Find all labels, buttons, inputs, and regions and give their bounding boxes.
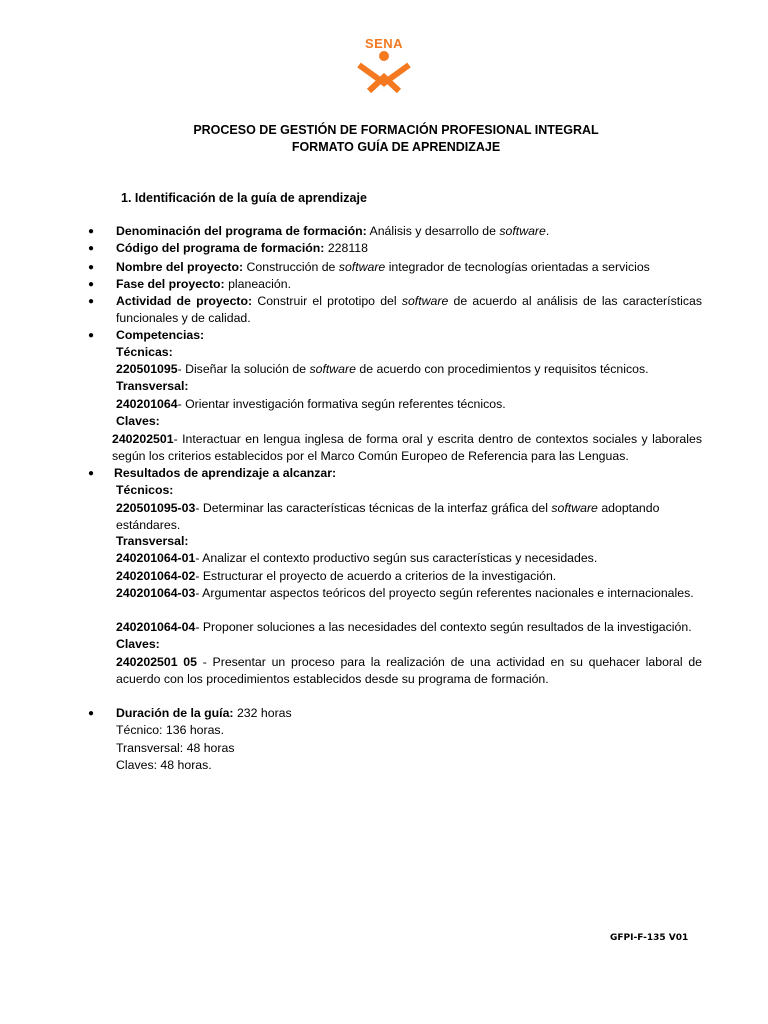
competencies-keys-label: Claves: <box>116 414 160 428</box>
code-label: Código del programa de formación: <box>116 241 325 255</box>
activity-label: Actividad de proyecto: <box>116 294 253 308</box>
program-code <box>116 240 702 257</box>
activity-value-a: Construir el prototipo del <box>257 294 397 308</box>
bullet-icon: ● <box>88 262 95 273</box>
document-subtitle: FORMATO GUÍA DE APRENDIZAJE <box>291 140 501 154</box>
competency-transversal: 240201064- Orientar investigación formativa según referentes técnicos. <box>116 397 506 411</box>
bullet-icon: ● <box>88 226 95 237</box>
activity-value-b: de acuerdo al análisis de las características funcionales y de calidad. <box>116 294 703 325</box>
program-label: Denominación del programa de formación: <box>116 224 367 238</box>
bullet-icon: ● <box>88 708 95 719</box>
competencies-transversal-label: Transversal: <box>116 379 189 393</box>
bullet-icon: ● <box>88 243 95 254</box>
result-keys-1: 240202501 05 - Presentar un proceso para la realización de una actividad en su quehacer laboral de acuerdo con los procedimientos establecidos desde su programa de formación. <box>116 655 702 686</box>
project-name <box>116 259 702 276</box>
code-value: 228118 <box>327 241 368 255</box>
result-transversal-1: 240201064-01- Analizar el contexto productivo según sus características y necesidades. <box>116 551 598 565</box>
project-phase <box>116 276 702 293</box>
project-value-italic: software <box>338 260 386 274</box>
duration-keys: Claves: 48 horas. <box>116 758 212 772</box>
competency-transversal-code: 240201064 <box>116 397 178 411</box>
bullet-icon: ● <box>88 330 95 341</box>
results-transversal-label: Transversal: <box>116 534 189 548</box>
sena-logo <box>355 36 413 92</box>
program-value-end: . <box>545 224 550 238</box>
activity-value-italic: software <box>401 294 449 308</box>
project-value-a: Construcción de <box>246 260 336 274</box>
bullet-icon: ● <box>88 468 95 479</box>
duration-label: Duración de la guía: <box>116 706 234 720</box>
program-value: Análisis y desarrollo de <box>369 224 496 238</box>
sena-figure-icon <box>355 49 413 93</box>
bullet-icon: ● <box>88 296 95 307</box>
project-label: Nombre del proyecto: <box>116 260 244 274</box>
project-activity <box>116 293 702 327</box>
project-value-b: integrador de tecnologías orientadas a servicios <box>388 260 650 274</box>
phase-label: Fase del proyecto: <box>116 277 225 291</box>
competencies-technical-label: Técnicas: <box>116 345 173 359</box>
competency-technical-code: 220501095 <box>116 362 178 376</box>
competency-technical: 220501095- Diseñar la solución de software de acuerdo con procedimientos y requisitos técnicos. <box>116 362 649 376</box>
document-title: PROCESO DE GESTIÓN DE FORMACIÓN PROFESIONAL INTEGRAL <box>193 123 599 137</box>
results-keys-label: Claves: <box>116 637 160 651</box>
logo-text: SENA <box>364 36 404 51</box>
duration-technical: Técnico: 136 horas. <box>116 723 225 737</box>
result-transversal-4: 240201064-04- Proponer soluciones a las necesidades del contexto según resultados de la investigación. <box>116 620 692 634</box>
result-technical-1: 220501095-03- Determinar las características técnicas de la interfaz gráfica del software adoptando estándares. <box>116 501 660 532</box>
footer-code: GFPI-F-135 V01 <box>610 933 689 943</box>
competency-keys-code: 240202501 <box>112 432 174 446</box>
phase-value: planeación. <box>228 277 291 291</box>
result-transversal-2: 240201064-02- Estructurar el proyecto de acuerdo a criterios de la investigación. <box>116 569 557 583</box>
result-transversal-3: 240201064-03- Argumentar aspectos teóricos del proyecto según referentes nacionales e internacionales. <box>116 586 694 600</box>
results-label: Resultados de aprendizaje a alcanzar: <box>114 466 337 480</box>
guide-duration <box>116 705 702 722</box>
competencies-label: Competencias: <box>116 328 205 342</box>
program-value-italic: software <box>499 224 546 238</box>
duration-value: 232 horas <box>236 706 292 720</box>
competency-keys: 240202501- Interactuar en lengua inglesa de forma oral y escrita dentro de contextos sociales y laborales según los criterios establecidos por el Marco Común Europeo de Referencia para las Lenguas. <box>112 432 702 463</box>
bullet-icon: ● <box>88 279 95 290</box>
section-heading: 1. Identificación de la guía de aprendizaje <box>121 191 367 205</box>
results-technical-label: Técnicos: <box>116 483 174 497</box>
duration-transversal: Transversal: 48 horas <box>116 741 235 755</box>
program-name <box>116 223 702 240</box>
